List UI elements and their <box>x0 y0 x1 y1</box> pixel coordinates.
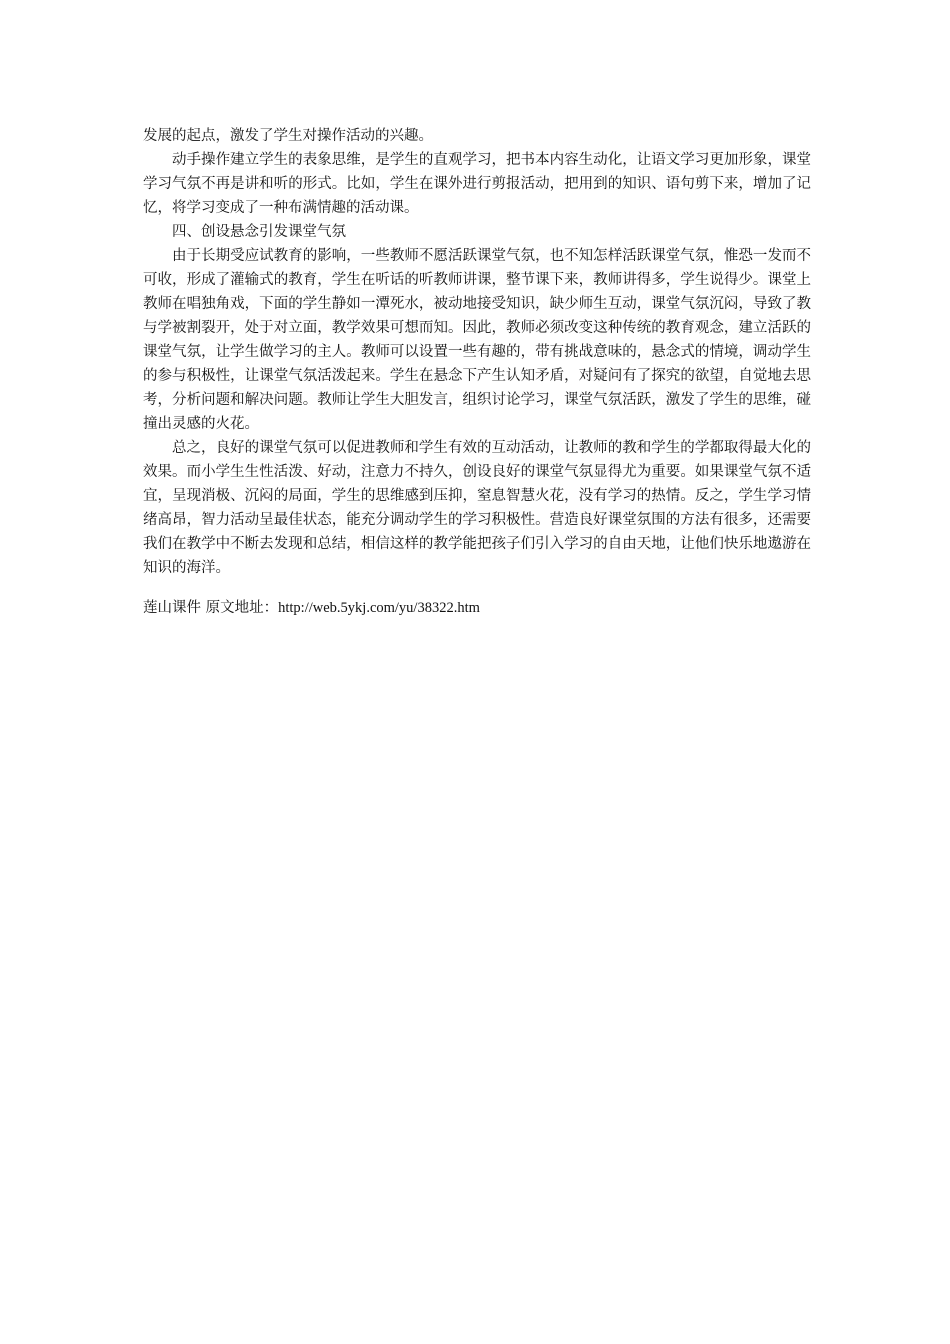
paragraph-1: 发展的起点，激发了学生对操作活动的兴趣。 <box>143 128 433 144</box>
document-page <box>143 124 811 620</box>
section-heading: 四、创设悬念引发课堂气氛 <box>172 224 346 240</box>
source-label: 莲山课件 原文地址： <box>143 600 279 616</box>
paragraph-3: 由于长期受应试教育的影响，一些教师不愿活跃课堂气氛，也不知怎样活跃课堂气氛，惟恐一发而不可收，形成了灌输式的教育，学生在听话的听教师讲课，整节课下来，教师讲得多，学生说得少。课堂上教师在唱独角戏，下面的学生静如一潭死水，被动地接受知识，缺少师生互动，课堂气氛沉闷，导致了教与学被割裂开，处于对立面，教学效果可想而知。因此，教师必须改变这种传统的教育观念，建立活跃的课堂气氛，让学生做学习的主人。教师可以设置一些有趣的，带有挑战意味的，悬念式的情境，调动学生的参与积极性，让课堂气氛活泼起来。学生在悬念下产生认知矛盾，对疑问有了探究的欲望，自觉地去思考，分析问题和解决问题。教师让学生大胆发言，组织讨论学习，课堂气氛活跃，激发了学生的思维，碰撞出灵感的火花。 <box>143 248 811 432</box>
paragraph-2: 动手操作建立学生的表象思维，是学生的直观学习，把书本内容生动化，让语文学习更加形象，课堂学习气氛不再是讲和听的形式。比如，学生在课外进行剪报活动，把用到的知识、语句剪下来，增加了记忆，将学习变成了一种布满情趣的活动课。 <box>143 152 811 216</box>
source-url-link[interactable]: http://web.5ykj.com/yu/38322.htm <box>278 600 480 616</box>
paragraph-4: 总之，良好的课堂气氛可以促进教师和学生有效的互动活动，让教师的教和学生的学都取得最大化的效果。而小学生生性活泼、好动，注意力不持久，创设良好的课堂气氛显得尤为重要。如果课堂气氛不适宜，呈现消极、沉闷的局面，学生的思维感到压抑，窒息智慧火花，没有学习的热情。反之，学生学习情绪高昂，智力活动呈最佳状态，能充分调动学生的学习积极性。营造良好课堂氛围的方法有很多，还需要我们在教学中不断去发现和总结，相信这样的教学能把孩子们引入学习的自由天地，让他们快乐地遨游在知识的海洋。 <box>143 440 811 576</box>
source-footer <box>143 596 811 620</box>
